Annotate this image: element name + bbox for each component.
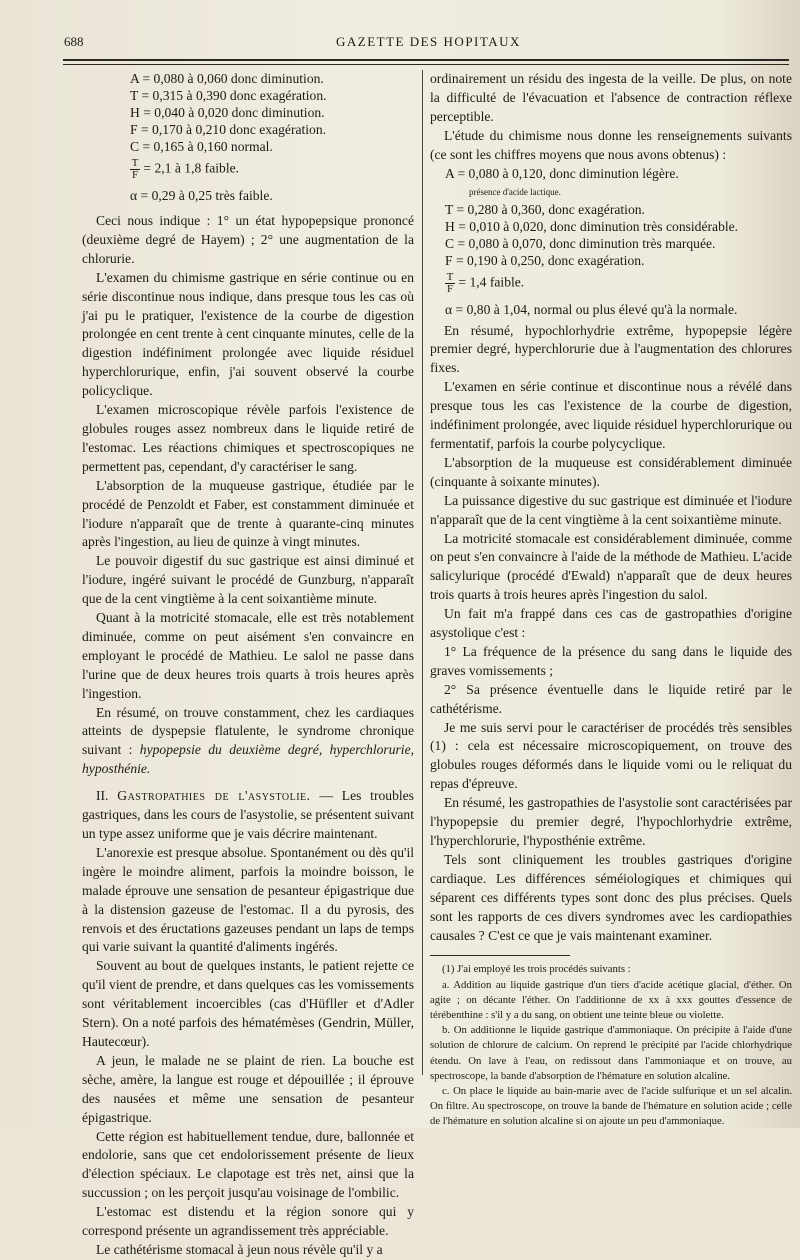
column-separator <box>422 70 423 1075</box>
t-over-f-fraction: T F <box>131 157 139 181</box>
ratio-formula <box>130 158 414 181</box>
ratio-formula <box>445 272 792 295</box>
left-column <box>82 70 414 1260</box>
footnote: a. Addition au liquide gastrique d'un tiers d'acide acétique glacial, d'éther. On agite ; on décante l'éther. On l'additionne de xx à xxx gouttes d'essence de térébenthine : s'il y a du sang, on obtient une teinte bleue ou violette. <box>430 978 792 1022</box>
section-number: II. <box>96 788 109 804</box>
paragraph: L'examen du chimisme gastrique en série continue ou en série discontinue nous indique, dans presque tous les cas où j'ai pu le pratiquer, l'existence de la courbe de digestion prolongée en cent trente à cent cinquante minutes, celle de la digestion indéfiniment prolongée avec liquide résiduel hyperchlorurique, enfin, j'ai souvent observé la courbe policyclique. <box>82 269 414 399</box>
page-number: 688 <box>64 34 84 49</box>
t-over-f-fraction: T F <box>446 270 454 295</box>
footnotes <box>430 962 792 1129</box>
paragraph: Quant à la motricité stomacale, elle est très notablement diminuée, comme on peut aisément s'en convaincre en employant le procédé de Mathieu. Le salol ne passe dans l'urine que de deux heures trois quarts à trois heures après l'ingestion. <box>82 610 414 701</box>
footnote: c. On place le liquide au bain-marie avec de l'acide sulfurique et un sel alcalin. On filtre. Au spectroscope, on trouve la bande de l'hémature en solution acide ; celle de l'hémature en solution alcaline si on ajoute un peu d'ammoniaque. <box>430 1085 792 1128</box>
footnote-rule <box>430 955 570 956</box>
paragraph: L'absorption de la muqueuse est considérablement diminuée (cinquante à soixante minutes). <box>430 454 792 489</box>
paragraph: Cette région est habituellement tendue, dure, ballonnée et endolorie, sans que cet endolorissement présente de lieux d'élection spéciaux. Le clapotage est très net, ainsi que la succussion ; on les perçoit jusqu'au voisinage de l'ombilic. <box>82 1128 414 1201</box>
header-rule-thick <box>63 59 789 61</box>
ratio-value: = 2,1 à 1,8 faible. <box>143 160 240 176</box>
formula-line: H = 0,040 à 0,020 donc diminution. <box>130 105 325 120</box>
paragraph: Ceci nous indique : 1° un état hypopepsique prononcé (deuxième degré de Hayem) ; 2° une augmentation de la chlorurie. <box>82 213 414 266</box>
formula-line: F = 0,190 à 0,250, donc exagération. <box>445 252 645 268</box>
formula-line: A = 0,080 à 0,060 donc diminution. <box>130 71 324 86</box>
summary-paragraph <box>82 704 414 780</box>
paragraph: L'examen en série continue et discontinue nous a révélé dans presque tous les cas l'existence de la courbe de digestion, indéfiniment prolongée, avec liquide résiduel hyperchlorurique ou fermentatif, parfois la courbe polycyclique. <box>430 379 792 451</box>
formula-line: C = 0,080 à 0,070, donc diminution très marquée. <box>445 235 716 251</box>
footnote: (1) J'ai employé les trois procédés suivants : <box>442 963 631 976</box>
paragraph: L'anorexie est presque absolue. Spontanément ou dès qu'il ingère le moindre aliment, parfois la moindre boisson, le malade éprouve une sensation de pesanteur épigastrique due à la distension gazeuse de l'estomac. Il a du pyrosis, des renvois et des éructations gazeuses pendant un laps de temps qui varie suivant la quantité d'aliments ingérés. <box>82 844 414 955</box>
paragraph: L'étude du chimisme nous donne les renseignements suivants (ce sont les chiffres moyens que nous avons obtenus) : <box>430 127 792 162</box>
paragraph: Souvent au bout de quelques instants, le patient rejette ce qu'il vient de prendre, et dans quelques cas les vomissements sont véritablement incoercibles (cas d'Hüfller et d'Adler Stern). On a noté parfois des hématémèses (Gendrin, Müller, Hautecœur). <box>82 958 414 1049</box>
lactic-note <box>445 182 792 201</box>
paragraph: L'estomac est distendu et la région sonore qui y correspond présente un agrandissement très appréciable. <box>82 1204 414 1239</box>
ratio-value: = 1,4 faible. <box>458 274 525 290</box>
paragraph: Un fait m'a frappé dans ces cas de gastropathies d'origine asystolique c'est : <box>430 606 792 641</box>
paragraph: La puissance digestive du suc gastrique est diminuée et l'iodure n'apparaît que de la cent vingtième à la cent soixantième minute. <box>430 492 792 527</box>
paragraph: ordinairement un résidu des ingesta de la veille. De plus, on note la difficulté de l'évacuation et l'absence de contraction réflexe perceptible. <box>430 71 792 124</box>
paragraph: Tels sont cliniquement les troubles gastriques d'origine cardiaque. Les différences séméiologiques et chimiques qui séparent ces différents types sont donc des plus précises. Quels sont les rapports de ces divers syndromes avec les cardiopathies causales ? C'est ce que je vais maintenant examiner. <box>430 851 792 943</box>
paragraph: En résumé, les gastropathies de l'asystolie sont caractérisées par l'hypopepsie du premier degré, l'hypochlorhydrie extrême, l'hyperchlorurie, l'hyposthénie extrême. <box>430 795 792 848</box>
paragraph: La motricité stomacale est considérablement diminuée, comme on peut s'en convaincre à l'aide de la méthode de Mathieu. L'acide salicylurique (procédé d'Ewald) n'apparaît que de deux heures trois quarts à trois heures après l'ingestion du salol. <box>430 530 792 603</box>
formula-line: T = 0,315 à 0,390 donc exagération. <box>130 88 327 103</box>
formula-line: C = 0,165 à 0,160 normal. <box>130 139 273 154</box>
lactic-note-text: présence d'acide lactique. <box>469 186 561 197</box>
paragraph: 2° Sa présence éventuelle dans le liquide retiré par le cathétérisme. <box>430 681 792 716</box>
summary-text: En résumé, on trouve constamment, chez les cardiaques atteints de dyspepsie flatulente, le syndrome chronique suivant : <box>82 704 414 758</box>
section-title: Gastropathies de l'asystolie. <box>117 788 311 804</box>
footnote: b. On additionne le liquide gastrique d'ammoniaque. On précipite à l'aide d'une solution de chlorure de calcium. On reprend le précipité par l'acide chlorhydrique étendu. On lave à l'eau, on redissout dans l'ammoniaque et on trouve, au spectroscope, la bande d'absorption de l'hémature en solution alcaline. <box>430 1024 792 1082</box>
page-header-title: GAZETTE DES HOPITAUX <box>336 34 521 49</box>
paragraph: A jeun, le malade ne se plaint de rien. La bouche est sèche, amère, la langue est rouge et dépouillée ; il éprouve des nausées et même une sensation de pesanteur épigastrique. <box>82 1052 414 1125</box>
paragraph: L'examen microscopique révèle parfois l'existence de globules rouges assez nombreux dans le liquide retiré de l'estomac. Les réactions chimiques et spectroscopiques ne permettent pas, cependant, d'y caractériser le sang. <box>82 402 414 474</box>
paragraph: Le cathétérisme stomacal à jeun nous révèle qu'il y a <box>96 1241 383 1257</box>
formula-line: A = 0,080 à 0,120, donc diminution légère. <box>445 165 679 181</box>
header-rule-thin <box>63 64 789 65</box>
summary-italic: hypopepsie du deuxième degré, hyperchlorurie, hyposthénie. <box>82 742 415 777</box>
paragraph: En résumé, hypochlorhydrie extrême, hypopepsie légère premier degré, hyperchlorurie due à l'augmentation des chlorures fixes. <box>430 322 792 376</box>
alpha-formula: α = 0,29 à 0,25 très faible. <box>130 188 273 203</box>
formula-line: T = 0,280 à 0,360, donc exagération. <box>445 201 645 217</box>
section-text: — Les troubles gastriques, dans les cours de l'asystolie, se présentent suivant un type assez uniforme que je vais décrire maintenant. <box>82 788 414 841</box>
paragraph: Je me suis servi pour le caractériser de procédés très sensibles (1) : cela est nécessaire microscopiquement, on trouve des globules rouges déformés dans le liquide vomi ou le reliquat du repas d'épreuve. <box>430 719 792 792</box>
section-heading-paragraph <box>82 787 414 844</box>
formula-line: H = 0,010 à 0,020, donc diminution très considérable. <box>445 218 739 234</box>
formula-line: F = 0,170 à 0,210 donc exagération. <box>130 122 327 137</box>
paragraph: L'absorption de la muqueuse gastrique, étudiée par le procédé de Penzoldt et Faber, est constamment diminuée et l'iodure n'apparaît que de trente à quarante-cinq minutes après l'ingestion, au lieu de quinze à vingt minutes. <box>82 477 414 550</box>
right-column <box>430 70 792 1130</box>
paragraph: 1° La fréquence de la présence du sang dans le liquide des graves vomissements ; <box>430 643 792 678</box>
alpha-formula: α = 0,80 à 1,04, normal ou plus élevé qu'à la normale. <box>445 301 738 317</box>
paragraph: Le pouvoir digestif du suc gastrique est ainsi diminué et l'iodure, ingéré suivant le procédé de Gunzburg, n'apparaît que de la cent vingtième à la cent soixantième minute. <box>82 553 414 607</box>
